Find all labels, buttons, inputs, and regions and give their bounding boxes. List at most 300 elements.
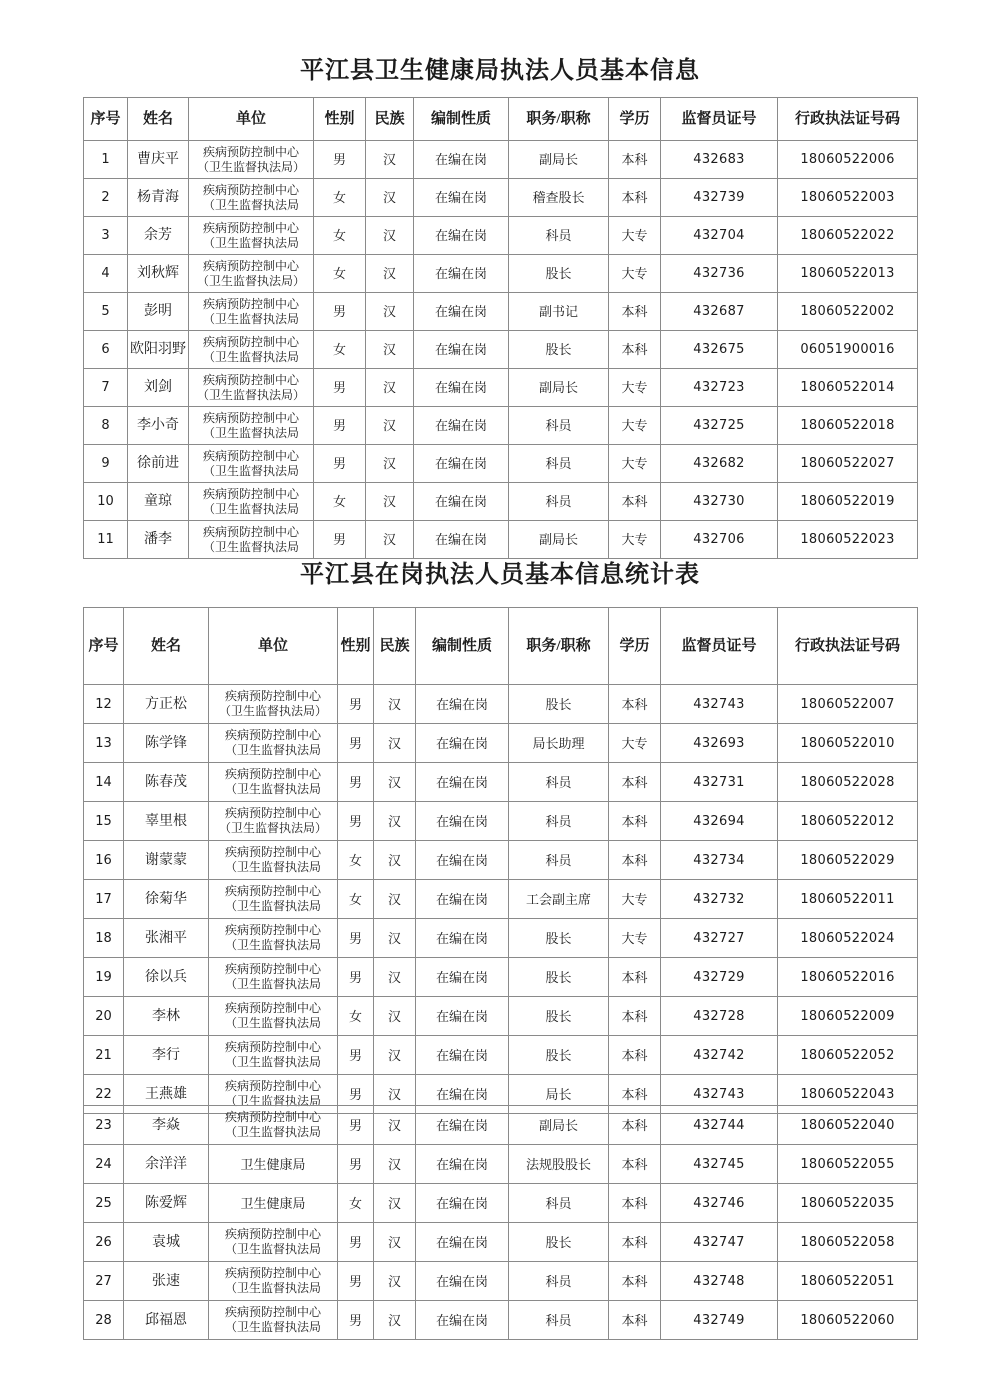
table-row (84, 724, 918, 763)
unit-cell (189, 483, 314, 521)
status-cell: 在编在岗 (416, 724, 509, 763)
unit-line-1: 疾病预防控制中心 (224, 1227, 321, 1241)
education-cell: 本科 (609, 685, 661, 724)
col-header-unit: 单位 (189, 98, 314, 141)
ethnic-cell: 汉 (366, 521, 414, 559)
table-row (84, 369, 918, 407)
name-cell: 潘李 (128, 521, 189, 559)
unit-line-1: 疾病预防控制中心 (202, 448, 299, 463)
cert-no-cell: 18060522007 (778, 685, 918, 724)
table-row (84, 1106, 918, 1145)
name-cell: 陈春茂 (124, 763, 209, 802)
ethnic-cell: 汉 (366, 331, 414, 369)
table1-title: 平江县卫生健康局执法人员基本信息 (300, 58, 700, 84)
status-cell: 在编在岗 (414, 179, 509, 217)
col-header-no: 序号 (84, 98, 128, 141)
cert-no-cell: 18060522012 (778, 802, 918, 841)
cert-no-cell: 18060522055 (778, 1145, 918, 1184)
row-no-cell: 12 (84, 685, 124, 724)
cert-no-cell: 18060522019 (778, 483, 918, 521)
status-cell: 在编在岗 (414, 141, 509, 179)
name-cell: 李行 (124, 1036, 209, 1075)
unit-cell (209, 724, 338, 763)
status-cell: 在编在岗 (414, 445, 509, 483)
ethnic-cell: 汉 (374, 802, 416, 841)
unit-line-1: 疾病预防控制中心 (224, 1040, 321, 1054)
table-row (84, 958, 918, 997)
unit-line-2: （卫生监督执法局 (224, 899, 321, 913)
unit-line-1: 疾病预防控制中心 (224, 1110, 321, 1124)
name-cell: 谢蒙蒙 (124, 841, 209, 880)
unit-line-1: 疾病预防控制中心 (202, 524, 299, 539)
unit-line-1: 疾病预防控制中心 (224, 767, 321, 781)
unit-line-1: 疾病预防控制中心 (202, 372, 299, 387)
unit-line-1: 疾病预防控制中心 (224, 728, 321, 742)
status-cell: 在编在岗 (414, 293, 509, 331)
position-cell: 股长 (509, 997, 609, 1036)
ethnic-cell: 汉 (374, 1262, 416, 1301)
gender-cell: 男 (314, 407, 366, 445)
position-cell: 工会副主席 (509, 880, 609, 919)
unit-line-1: 疾病预防控制中心 (224, 923, 321, 937)
unit-line-2: （卫生监督执法局 (224, 1094, 321, 1108)
unit-cell: 卫生健康局 (209, 1145, 338, 1184)
gender-cell: 男 (338, 724, 374, 763)
supervisor-no-cell: 432743 (661, 1075, 778, 1114)
name-cell: 王燕雄 (124, 1075, 209, 1114)
table-row (84, 293, 918, 331)
unit-line-1: 疾病预防控制中心 (202, 220, 299, 235)
status-cell: 在编在岗 (416, 997, 509, 1036)
ethnic-cell: 汉 (366, 255, 414, 293)
ethnic-cell: 汉 (374, 841, 416, 880)
row-no-cell: 3 (84, 217, 128, 255)
table-onduty-stats-continued-container (83, 1105, 918, 1340)
name-cell: 余洋洋 (124, 1145, 209, 1184)
table-row (84, 685, 918, 724)
status-cell: 在编在岗 (414, 369, 509, 407)
row-no-cell: 10 (84, 483, 128, 521)
status-cell: 在编在岗 (414, 331, 509, 369)
ethnic-cell: 汉 (374, 919, 416, 958)
name-cell: 陈爱辉 (124, 1184, 209, 1223)
table-row (84, 1223, 918, 1262)
row-no-cell: 4 (84, 255, 128, 293)
unit-cell (209, 1301, 338, 1340)
education-cell: 本科 (609, 331, 661, 369)
unit-line-2: （卫生监督执法局 (224, 782, 321, 796)
ethnic-cell: 汉 (366, 293, 414, 331)
gender-cell: 男 (314, 521, 366, 559)
row-no-cell: 25 (84, 1184, 124, 1223)
unit-line-2: （卫生监督执法局 (224, 860, 321, 874)
unit-cell (209, 1106, 338, 1145)
position-cell: 科员 (509, 802, 609, 841)
status-cell: 在编在岗 (416, 958, 509, 997)
education-cell: 大专 (609, 407, 661, 445)
status-cell: 在编在岗 (416, 763, 509, 802)
table-row (84, 1262, 918, 1301)
status-cell: 在编在岗 (416, 1036, 509, 1075)
ethnic-cell: 汉 (366, 141, 414, 179)
unit-line-2: （卫生监督执法局 (202, 463, 299, 478)
status-cell: 在编在岗 (416, 1075, 509, 1114)
position-cell: 股长 (509, 331, 609, 369)
supervisor-no-cell: 432683 (661, 141, 778, 179)
row-no-cell: 18 (84, 919, 124, 958)
education-cell: 本科 (609, 1106, 661, 1145)
supervisor-no-cell: 432704 (661, 217, 778, 255)
table-row (84, 1184, 918, 1223)
gender-cell: 男 (338, 1301, 374, 1340)
row-no-cell: 1 (84, 141, 128, 179)
name-cell: 李小奇 (128, 407, 189, 445)
position-cell: 局长 (509, 1075, 609, 1114)
education-cell: 本科 (609, 958, 661, 997)
education-cell: 本科 (609, 1036, 661, 1075)
row-no-cell: 28 (84, 1301, 124, 1340)
unit-line-2: （卫生监督执法局 (202, 311, 299, 326)
name-cell: 李焱 (124, 1106, 209, 1145)
table-row (84, 217, 918, 255)
unit-cell (209, 997, 338, 1036)
education-cell: 大专 (609, 880, 661, 919)
supervisor-no-cell: 432736 (661, 255, 778, 293)
table-row (84, 445, 918, 483)
gender-cell: 男 (338, 1262, 374, 1301)
row-no-cell: 6 (84, 331, 128, 369)
status-cell: 在编在岗 (414, 483, 509, 521)
table-header-row (84, 608, 918, 685)
education-cell: 大专 (609, 521, 661, 559)
row-no-cell: 2 (84, 179, 128, 217)
ethnic-cell: 汉 (374, 1036, 416, 1075)
ethnic-cell: 汉 (374, 1184, 416, 1223)
position-cell: 科员 (509, 1301, 609, 1340)
unit-line-1: 疾病预防控制中心 (224, 1266, 321, 1280)
table-basic-info (83, 97, 918, 559)
unit-line-2: （卫生监督执法局 (224, 743, 321, 757)
cert-no-cell: 18060522013 (778, 255, 918, 293)
status-cell: 在编在岗 (416, 685, 509, 724)
ethnic-cell: 汉 (366, 483, 414, 521)
supervisor-no-cell: 432730 (661, 483, 778, 521)
education-cell: 本科 (609, 293, 661, 331)
gender-cell: 男 (338, 802, 374, 841)
name-cell: 欧阳羽野 (128, 331, 189, 369)
table-onduty-stats (83, 607, 918, 1114)
row-no-cell: 8 (84, 407, 128, 445)
position-cell: 科员 (509, 407, 609, 445)
name-cell: 辜里根 (124, 802, 209, 841)
col-header-cert-no: 行政执法证号码 (778, 98, 918, 141)
position-cell: 副局长 (509, 1106, 609, 1145)
col-header-name: 姓名 (124, 608, 209, 685)
gender-cell: 男 (338, 1075, 374, 1114)
cert-no-cell: 18060522027 (778, 445, 918, 483)
supervisor-no-cell: 432694 (661, 802, 778, 841)
table-row (84, 141, 918, 179)
supervisor-no-cell: 432727 (661, 919, 778, 958)
table-row (84, 1036, 918, 1075)
education-cell: 大专 (609, 217, 661, 255)
gender-cell: 男 (338, 1223, 374, 1262)
position-cell: 股长 (509, 919, 609, 958)
unit-line-1: 疾病预防控制中心 (202, 410, 299, 425)
unit-line-2: （卫生监督执法局 (224, 1055, 321, 1069)
education-cell: 本科 (609, 483, 661, 521)
status-cell: 在编在岗 (416, 1301, 509, 1340)
cert-no-cell: 18060522011 (778, 880, 918, 919)
cert-no-cell: 18060522052 (778, 1036, 918, 1075)
gender-cell: 女 (338, 997, 374, 1036)
unit-line-1: 疾病预防控制中心 (224, 1305, 321, 1319)
unit-cell (209, 685, 338, 724)
table-header-row (84, 98, 918, 141)
col-header-education: 学历 (609, 98, 661, 141)
table-row (84, 802, 918, 841)
status-cell: 在编在岗 (416, 1184, 509, 1223)
row-no-cell: 17 (84, 880, 124, 919)
supervisor-no-cell: 432731 (661, 763, 778, 802)
cert-no-cell: 18060522058 (778, 1223, 918, 1262)
col-header-cert-no: 行政执法证号码 (778, 608, 918, 685)
unit-line-2: （卫生监督执法局 (202, 349, 299, 364)
row-no-cell: 14 (84, 763, 124, 802)
education-cell: 本科 (609, 802, 661, 841)
row-no-cell: 5 (84, 293, 128, 331)
position-cell: 股长 (509, 255, 609, 293)
status-cell: 在编在岗 (416, 802, 509, 841)
table-row (84, 997, 918, 1036)
row-no-cell: 20 (84, 997, 124, 1036)
row-no-cell: 11 (84, 521, 128, 559)
education-cell: 本科 (609, 1145, 661, 1184)
table-row (84, 255, 918, 293)
ethnic-cell: 汉 (374, 763, 416, 802)
unit-line-1: 疾病预防控制中心 (202, 296, 299, 311)
unit-line-2: （卫生监督执法局） (196, 159, 305, 174)
status-cell: 在编在岗 (416, 1223, 509, 1262)
gender-cell: 男 (338, 685, 374, 724)
name-cell: 李林 (124, 997, 209, 1036)
col-header-supervisor-no: 监督员证号 (661, 608, 778, 685)
table-row (84, 880, 918, 919)
supervisor-no-cell: 432745 (661, 1145, 778, 1184)
cert-no-cell: 18060522014 (778, 369, 918, 407)
position-cell: 副局长 (509, 141, 609, 179)
education-cell: 本科 (609, 1223, 661, 1262)
position-cell: 副局长 (509, 521, 609, 559)
cert-no-cell: 18060522023 (778, 521, 918, 559)
ethnic-cell: 汉 (366, 369, 414, 407)
supervisor-no-cell: 432675 (661, 331, 778, 369)
unit-line-2: （卫生监督执法局 (224, 1016, 321, 1030)
col-header-gender: 性别 (314, 98, 366, 141)
status-cell: 在编在岗 (416, 841, 509, 880)
row-no-cell: 7 (84, 369, 128, 407)
position-cell: 法规股股长 (509, 1145, 609, 1184)
supervisor-no-cell: 432739 (661, 179, 778, 217)
unit-line-2: （卫生监督执法局 (224, 1242, 321, 1256)
gender-cell: 男 (338, 958, 374, 997)
table-row (84, 407, 918, 445)
name-cell: 徐前进 (128, 445, 189, 483)
unit-cell (189, 369, 314, 407)
ethnic-cell: 汉 (374, 685, 416, 724)
cert-no-cell: 18060522003 (778, 179, 918, 217)
unit-line-1: 疾病预防控制中心 (224, 845, 321, 859)
education-cell: 本科 (609, 1301, 661, 1340)
unit-line-2: （卫生监督执法局） (218, 821, 327, 835)
education-cell: 大专 (609, 445, 661, 483)
status-cell: 在编在岗 (414, 407, 509, 445)
supervisor-no-cell: 432748 (661, 1262, 778, 1301)
unit-line-2: （卫生监督执法局） (196, 273, 305, 288)
col-header-status: 编制性质 (414, 98, 509, 141)
gender-cell: 男 (338, 919, 374, 958)
status-cell: 在编在岗 (416, 1106, 509, 1145)
cert-no-cell: 18060522024 (778, 919, 918, 958)
col-header-education: 学历 (609, 608, 661, 685)
unit-line-1: 疾病预防控制中心 (224, 1001, 321, 1015)
gender-cell: 男 (314, 445, 366, 483)
status-cell: 在编在岗 (414, 255, 509, 293)
gender-cell: 女 (314, 483, 366, 521)
row-no-cell: 23 (84, 1106, 124, 1145)
supervisor-no-cell: 432746 (661, 1184, 778, 1223)
name-cell: 童琼 (128, 483, 189, 521)
name-cell: 刘剑 (128, 369, 189, 407)
unit-cell (209, 1262, 338, 1301)
unit-line-1: 疾病预防控制中心 (224, 806, 321, 820)
supervisor-no-cell: 432725 (661, 407, 778, 445)
supervisor-no-cell: 432723 (661, 369, 778, 407)
gender-cell: 女 (314, 331, 366, 369)
col-header-ethnic: 民族 (374, 608, 416, 685)
unit-line-2: （卫生监督执法局 (224, 1320, 321, 1334)
unit-line-2: （卫生监督执法局） (196, 387, 305, 402)
supervisor-no-cell: 432706 (661, 521, 778, 559)
position-cell: 科员 (509, 445, 609, 483)
supervisor-no-cell: 432729 (661, 958, 778, 997)
position-cell: 科员 (509, 1262, 609, 1301)
unit-line-1: 疾病预防控制中心 (202, 486, 299, 501)
education-cell: 本科 (609, 997, 661, 1036)
unit-cell (189, 521, 314, 559)
position-cell: 科员 (509, 217, 609, 255)
unit-cell (189, 331, 314, 369)
gender-cell: 男 (314, 369, 366, 407)
unit-line-2: （卫生监督执法局 (202, 425, 299, 440)
unit-line-2: （卫生监督执法局 (202, 539, 299, 554)
supervisor-no-cell: 432682 (661, 445, 778, 483)
supervisor-no-cell: 432728 (661, 997, 778, 1036)
education-cell: 本科 (609, 841, 661, 880)
education-cell: 本科 (609, 141, 661, 179)
name-cell: 陈学锋 (124, 724, 209, 763)
name-cell: 杨青海 (128, 179, 189, 217)
row-no-cell: 22 (84, 1075, 124, 1114)
name-cell: 徐以兵 (124, 958, 209, 997)
unit-line-2: （卫生监督执法局 (224, 977, 321, 991)
table-row (84, 331, 918, 369)
ethnic-cell: 汉 (374, 958, 416, 997)
position-cell: 股长 (509, 958, 609, 997)
position-cell: 副书记 (509, 293, 609, 331)
gender-cell: 男 (314, 293, 366, 331)
table-row (84, 763, 918, 802)
education-cell: 大专 (609, 724, 661, 763)
unit-line-2: （卫生监督执法局 (224, 1281, 321, 1295)
table-row (84, 1301, 918, 1340)
name-cell: 张湘平 (124, 919, 209, 958)
unit-cell (209, 1036, 338, 1075)
name-cell: 张速 (124, 1262, 209, 1301)
unit-cell (189, 293, 314, 331)
cert-no-cell: 18060522043 (778, 1075, 918, 1114)
cert-no-cell: 18060522009 (778, 997, 918, 1036)
unit-line-2: （卫生监督执法局 (202, 235, 299, 250)
position-cell: 科员 (509, 841, 609, 880)
row-no-cell: 19 (84, 958, 124, 997)
cert-no-cell: 18060522022 (778, 217, 918, 255)
ethnic-cell: 汉 (374, 724, 416, 763)
position-cell: 科员 (509, 1184, 609, 1223)
gender-cell: 女 (314, 217, 366, 255)
unit-cell (189, 217, 314, 255)
status-cell: 在编在岗 (414, 521, 509, 559)
supervisor-no-cell: 432744 (661, 1106, 778, 1145)
row-no-cell: 21 (84, 1036, 124, 1075)
position-cell: 股长 (509, 1036, 609, 1075)
ethnic-cell: 汉 (374, 997, 416, 1036)
ethnic-cell: 汉 (374, 1301, 416, 1340)
supervisor-no-cell: 432734 (661, 841, 778, 880)
position-cell: 副局长 (509, 369, 609, 407)
status-cell: 在编在岗 (416, 1262, 509, 1301)
table-onduty-stats-container (83, 607, 918, 1114)
col-header-gender: 性别 (338, 608, 374, 685)
unit-cell (189, 407, 314, 445)
education-cell: 本科 (609, 1262, 661, 1301)
row-no-cell: 9 (84, 445, 128, 483)
education-cell: 本科 (609, 179, 661, 217)
cert-no-cell: 18060522018 (778, 407, 918, 445)
col-header-supervisor-no: 监督员证号 (661, 98, 778, 141)
ethnic-cell: 汉 (374, 1223, 416, 1262)
unit-line-2: （卫生监督执法局 (202, 197, 299, 212)
cert-no-cell: 18060522035 (778, 1184, 918, 1223)
ethnic-cell: 汉 (366, 217, 414, 255)
unit-cell (209, 880, 338, 919)
status-cell: 在编在岗 (416, 880, 509, 919)
status-cell: 在编在岗 (414, 217, 509, 255)
status-cell: 在编在岗 (416, 919, 509, 958)
education-cell: 本科 (609, 763, 661, 802)
unit-cell (209, 763, 338, 802)
gender-cell: 男 (338, 763, 374, 802)
unit-line-1: 疾病预防控制中心 (224, 689, 321, 703)
position-cell: 股长 (509, 685, 609, 724)
cert-no-cell: 06051900016 (778, 331, 918, 369)
supervisor-no-cell: 432749 (661, 1301, 778, 1340)
col-header-name: 姓名 (128, 98, 189, 141)
table-row (84, 1145, 918, 1184)
table-row (84, 919, 918, 958)
unit-cell (189, 255, 314, 293)
name-cell: 袁城 (124, 1223, 209, 1262)
